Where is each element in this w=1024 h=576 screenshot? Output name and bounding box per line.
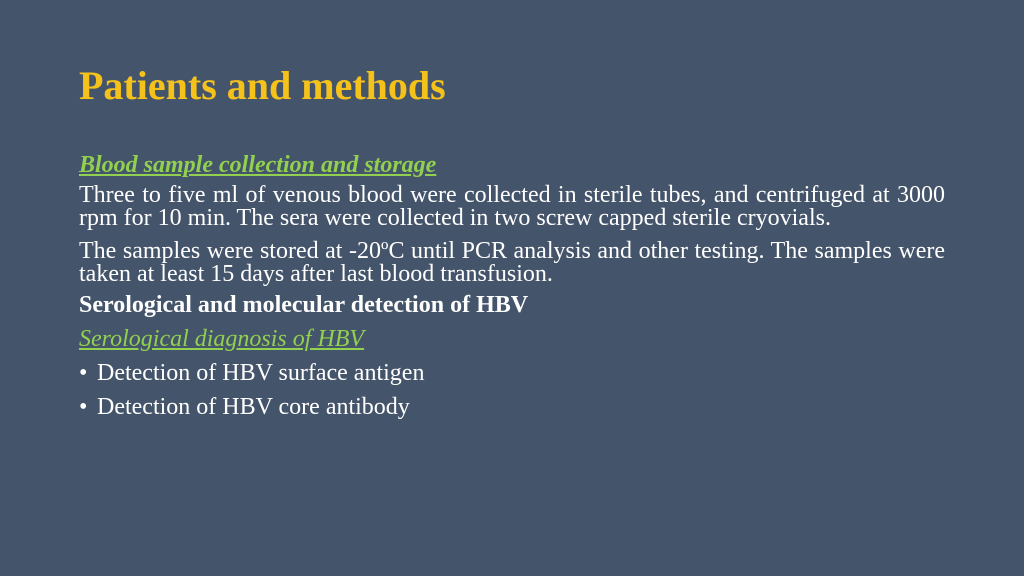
paragraph-storage: The samples were stored at -20ºC until PCR analysis and other testing. The samples were taken at least 15 days after last blood transfusion. bbox=[79, 238, 945, 287]
list-item-text: Detection of HBV surface antigen bbox=[97, 360, 425, 386]
slide-content bbox=[79, 150, 945, 426]
bullet-icon: • bbox=[79, 360, 88, 386]
section-heading-detection: Serological and molecular detection of HBV bbox=[79, 292, 529, 318]
list-item-text: Detection of HBV core antibody bbox=[97, 394, 410, 420]
list-item bbox=[79, 392, 945, 422]
section-heading-blood-sample: Blood sample collection and storage bbox=[79, 152, 437, 178]
subheading-serological-diagnosis: Serological diagnosis of HBV bbox=[79, 326, 365, 352]
bullet-icon: • bbox=[79, 394, 88, 420]
paragraph-collection: Three to five ml of venous blood were collected in sterile tubes, and centrifuged at 3000 rpm for 10 min. The sera were collected in two screw capped sterile cryovials. bbox=[79, 182, 945, 231]
bullet-list bbox=[79, 358, 945, 422]
list-item bbox=[79, 358, 945, 388]
slide-title: Patients and methods bbox=[79, 63, 446, 108]
